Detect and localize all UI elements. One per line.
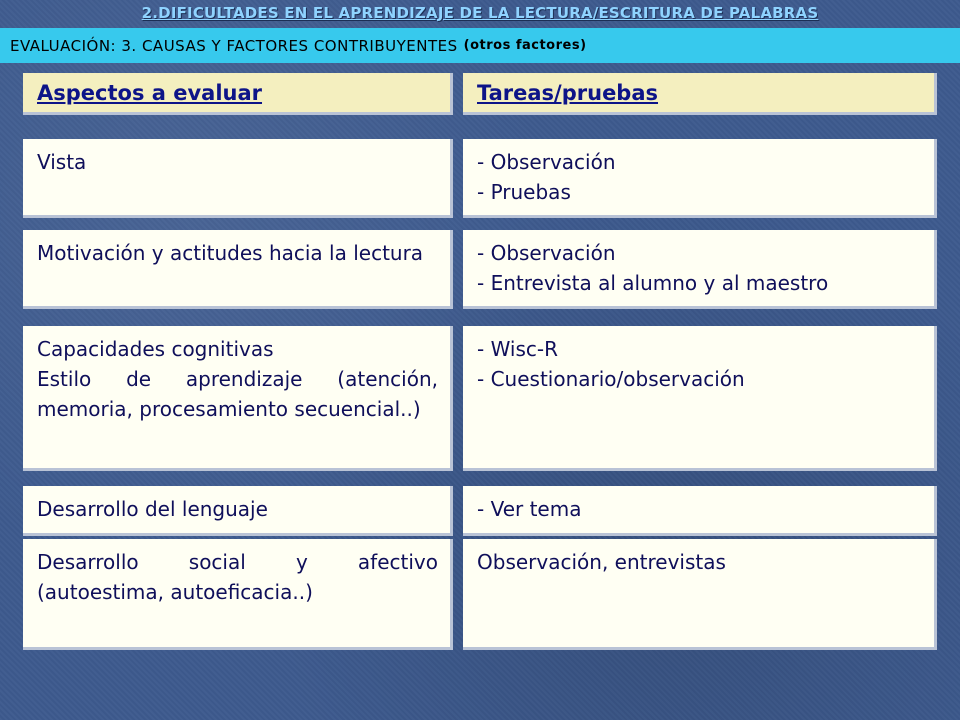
- subtitle-bar: [0, 28, 960, 63]
- subtitle-text: EVALUACIÓN: 3. CAUSAS Y FACTORES CONTRIBUYENTES: [10, 36, 458, 55]
- aspect-cell-motivacion: [23, 230, 453, 309]
- task-item: - Ver tema: [477, 497, 582, 521]
- task-item: - Pruebas: [477, 180, 571, 204]
- task-item: - Cuestionario/observación: [477, 367, 745, 391]
- task-item: Observación, entrevistas: [477, 550, 726, 574]
- aspect-text: Desarrollo social y afectivo (autoestima, autoeficacia..): [37, 550, 438, 604]
- aspect-text: Desarrollo del lenguaje: [37, 497, 268, 521]
- aspect-cell-capacidades: [23, 326, 453, 471]
- aspect-text: Capacidades cognitivas: [37, 337, 274, 361]
- tasks-cell-capacidades: [463, 326, 937, 471]
- aspect-extra-text: Estilo de aprendizaje (atención, memoria, procesamiento secuencial..): [37, 367, 438, 421]
- header-aspectos: [23, 73, 453, 115]
- aspect-cell-social: [23, 539, 453, 650]
- tasks-cell-motivacion: [463, 230, 937, 309]
- header-tareas: [463, 73, 937, 115]
- subtitle-note: (otros factores): [463, 38, 587, 53]
- header-aspectos-label: Aspectos a evaluar: [37, 81, 263, 105]
- header-tareas-label: Tareas/pruebas: [477, 81, 659, 105]
- task-item: - Observación: [477, 150, 616, 174]
- task-item: - Observación: [477, 241, 616, 265]
- aspect-text: Vista: [37, 150, 87, 174]
- tasks-cell-vista: [463, 139, 937, 218]
- main-title: 2.DIFICULTADES EN EL APRENDIZAJE DE LA LECTURA/ESCRITURA DE PALABRAS: [141, 4, 819, 22]
- aspect-cell-vista: [23, 139, 453, 218]
- tasks-cell-social: [463, 539, 937, 650]
- aspect-text: Motivación y actitudes hacia la lectura: [37, 241, 424, 265]
- task-item: - Entrevista al alumno y al maestro: [477, 271, 829, 295]
- aspect-cell-lenguaje: [23, 486, 453, 536]
- tasks-cell-lenguaje: [463, 486, 937, 536]
- task-item: - Wisc-R: [477, 337, 558, 361]
